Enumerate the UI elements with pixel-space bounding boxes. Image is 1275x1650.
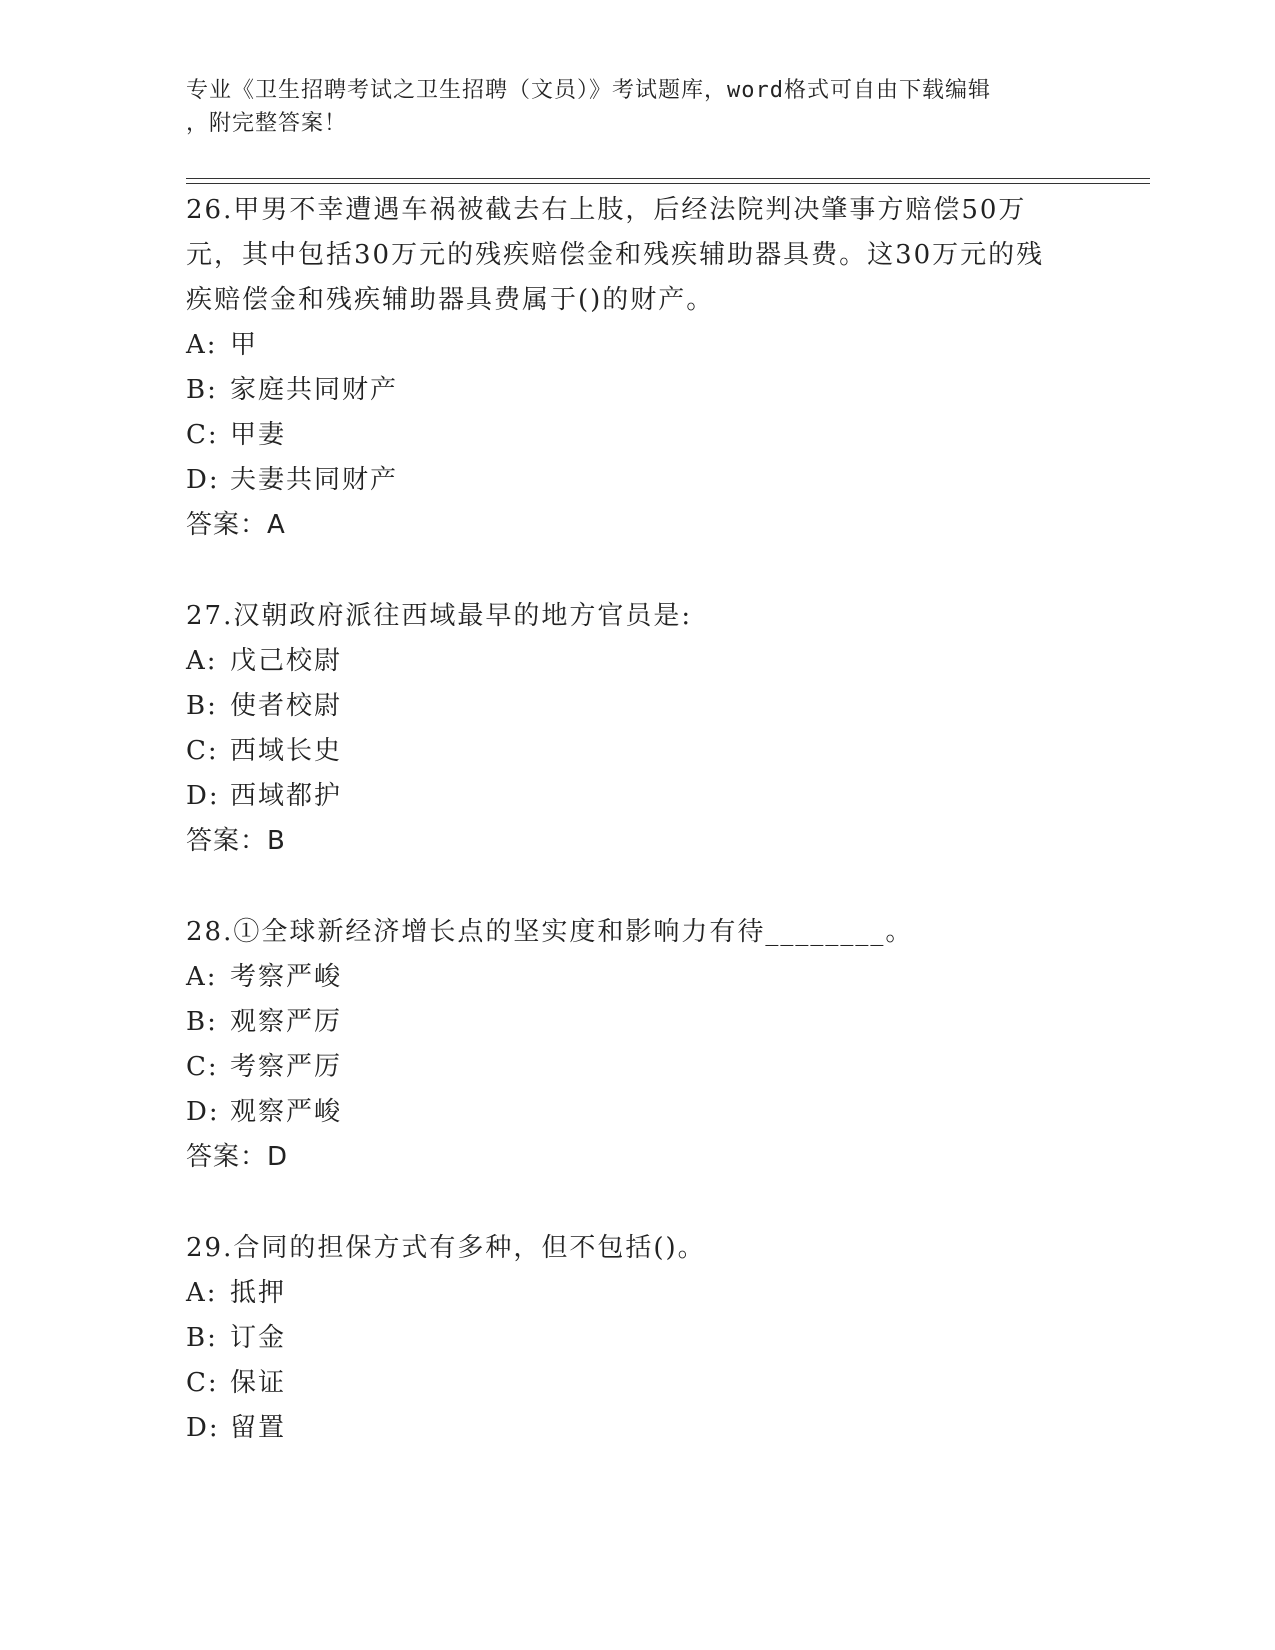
option-text: 留置 xyxy=(230,1413,287,1443)
option-letter: C: xyxy=(186,1052,219,1082)
option-text: 夫妻共同财产 xyxy=(230,465,399,495)
option-d xyxy=(186,774,1086,819)
answer-line: 答案：D xyxy=(186,1142,289,1172)
option-text: 考察严厉 xyxy=(230,1052,343,1082)
option-letter: D: xyxy=(186,1413,220,1443)
question-26 xyxy=(186,188,1086,548)
option-text: 甲 xyxy=(230,330,259,360)
option-b xyxy=(186,684,1086,729)
option-a xyxy=(186,323,1086,368)
option-text: 甲妻 xyxy=(230,420,287,450)
header-line-1: 专业《卫生招聘考试之卫生招聘（文员）》考试题库，word格式可自由下载编辑 xyxy=(186,78,991,103)
option-letter: B: xyxy=(186,691,218,721)
question-stem: 29.合同的担保方式有多种，但不包括()。 xyxy=(186,1233,706,1263)
option-letter: D: xyxy=(186,1097,220,1127)
answer-line: 答案：A xyxy=(186,510,286,540)
option-letter: C: xyxy=(186,736,219,766)
option-a xyxy=(186,639,1086,684)
option-text: 订金 xyxy=(230,1323,287,1353)
option-letter: A: xyxy=(186,330,218,360)
question-stem: 27.汉朝政府派往西域最早的地方官员是: xyxy=(186,601,693,631)
question-stem: 26.甲男不幸遭遇车祸被截去右上肢，后经法院判决肇事方赔偿50万元，其中包括30万元的残疾赔偿金和残疾辅助器具费。这30万元的残疾赔偿金和残疾辅助器具费属于()的财产。 xyxy=(186,195,1045,315)
option-letter: D: xyxy=(186,781,220,811)
option-letter: B: xyxy=(186,375,218,405)
header-divider-bottom xyxy=(186,183,1150,184)
option-text: 使者校尉 xyxy=(230,691,343,721)
option-c xyxy=(186,1361,1086,1406)
option-text: 观察严厉 xyxy=(230,1007,343,1037)
option-letter: A: xyxy=(186,1278,218,1308)
header-divider-top xyxy=(186,178,1150,179)
answer-line: 答案：B xyxy=(186,826,286,856)
option-letter: B: xyxy=(186,1007,218,1037)
option-d xyxy=(186,1090,1086,1135)
option-c xyxy=(186,1045,1086,1090)
document-header xyxy=(186,74,1066,140)
option-d xyxy=(186,458,1086,503)
option-b xyxy=(186,1000,1086,1045)
option-text: 考察严峻 xyxy=(230,962,343,992)
option-letter: B: xyxy=(186,1323,218,1353)
option-c xyxy=(186,729,1086,774)
option-letter: C: xyxy=(186,420,219,450)
header-line-2: ，附完整答案！ xyxy=(186,111,348,136)
option-letter: C: xyxy=(186,1368,219,1398)
question-29 xyxy=(186,1226,1086,1451)
option-text: 西域都护 xyxy=(230,781,343,811)
option-d xyxy=(186,1406,1086,1451)
option-text: 保证 xyxy=(230,1368,287,1398)
option-b xyxy=(186,368,1086,413)
option-letter: D: xyxy=(186,465,220,495)
option-text: 抵押 xyxy=(230,1278,287,1308)
option-letter: A: xyxy=(186,962,218,992)
question-28 xyxy=(186,910,1086,1180)
option-letter: A: xyxy=(186,646,218,676)
option-a xyxy=(186,1271,1086,1316)
option-text: 戊己校尉 xyxy=(230,646,343,676)
option-a xyxy=(186,955,1086,1000)
question-stem: 28.①全球新经济增长点的坚实度和影响力有待________。 xyxy=(186,917,914,947)
option-text: 观察严峻 xyxy=(230,1097,343,1127)
option-text: 西域长史 xyxy=(230,736,343,766)
option-text: 家庭共同财产 xyxy=(230,375,399,405)
question-list xyxy=(186,188,1086,1497)
option-b xyxy=(186,1316,1086,1361)
question-27 xyxy=(186,594,1086,864)
option-c xyxy=(186,413,1086,458)
